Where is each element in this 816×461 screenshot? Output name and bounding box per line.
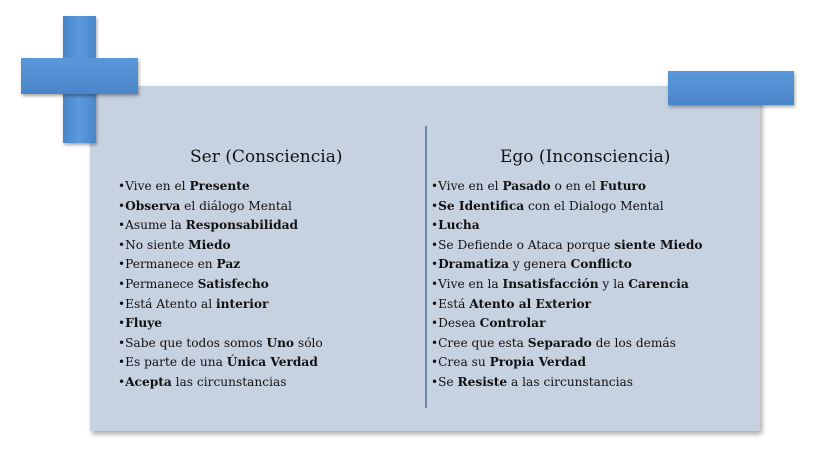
item-text: Se Defiende o Ataca porque [438, 237, 615, 252]
list-item [431, 295, 751, 315]
item-text: Vive en el [438, 179, 503, 193]
emphasis-text: Atento al Exterior [469, 296, 592, 311]
emphasis-text: Lucha [438, 218, 480, 233]
minus-icon [668, 71, 794, 105]
item-text: Se [438, 374, 458, 389]
list-item [431, 255, 751, 275]
item-text: Crea su [438, 355, 490, 370]
list-item [431, 314, 751, 334]
ser-list [118, 177, 418, 393]
item-text: Vive en la [438, 276, 503, 291]
emphasis-text: Responsabilidad [185, 218, 299, 233]
list-item [431, 236, 751, 256]
item-text: Vive en el [125, 179, 190, 193]
item-text: con el Dialogo Mental [524, 198, 664, 213]
item-text: y genera [508, 257, 571, 272]
item-text: Es parte de una [125, 355, 227, 370]
emphasis-text: Miedo [188, 237, 231, 252]
emphasis-text: Carencia [628, 276, 689, 291]
ser-title: Ser (Consciencia) [190, 147, 343, 167]
ego-title: Ego (Inconsciencia) [500, 147, 671, 167]
list-item [118, 197, 418, 217]
emphasis-text: Insatisfacción [502, 276, 599, 291]
list-item [118, 373, 418, 393]
item-text: Desea [438, 316, 480, 331]
list-item [118, 314, 418, 334]
list-item [118, 236, 418, 256]
emphasis-text: Pasado [502, 179, 551, 193]
ego-list [431, 177, 751, 393]
ser-column [118, 146, 418, 393]
list-item [431, 197, 751, 217]
emphasis-text: siente Miedo [614, 237, 703, 252]
emphasis-text: Futuro [599, 179, 646, 193]
item-text: Está Atento al [125, 296, 216, 311]
emphasis-text: Resiste [457, 374, 508, 389]
column-divider [425, 126, 427, 408]
emphasis-text: interior [215, 296, 269, 311]
item-text: sólo [294, 335, 323, 350]
item-text: Está [438, 296, 470, 311]
emphasis-text: Observa [125, 198, 181, 213]
ego-column [431, 146, 751, 393]
item-text: de los demás [591, 335, 676, 350]
list-item [431, 275, 751, 295]
list-item [431, 353, 751, 373]
list-item [431, 334, 751, 354]
emphasis-text: Dramatiza [438, 257, 509, 272]
emphasis-text: Separado [527, 335, 592, 350]
list-item [431, 373, 751, 393]
item-text: o en el [550, 179, 600, 193]
emphasis-text: Conflicto [570, 257, 632, 272]
list-item [118, 216, 418, 236]
item-text: No siente [125, 237, 189, 252]
list-item [118, 275, 418, 295]
list-item [431, 216, 751, 236]
list-item [431, 177, 751, 197]
emphasis-text: Propia Verdad [489, 355, 587, 370]
list-item [118, 177, 418, 197]
list-item [118, 353, 418, 373]
emphasis-text: Fluye [125, 316, 163, 331]
item-text: Permanece [125, 276, 198, 291]
item-text: y la [598, 276, 629, 291]
plus-icon-bar [21, 58, 138, 94]
emphasis-text: Única Verdad [226, 355, 318, 370]
list-item [118, 255, 418, 275]
item-text: Permanece en [125, 257, 217, 272]
item-text: Sabe que todos somos [125, 335, 267, 350]
emphasis-text: Paz [216, 257, 241, 272]
list-item [118, 295, 418, 315]
emphasis-text: Uno [266, 335, 295, 350]
emphasis-text: Satisfecho [197, 276, 269, 291]
emphasis-text: Controlar [479, 316, 546, 331]
emphasis-text: Se Identifica [438, 198, 525, 213]
item-text: a las circunstancias [507, 374, 634, 389]
item-text: Cree que esta [438, 335, 528, 350]
emphasis-text: Presente [189, 179, 250, 193]
item-text: Asume la [125, 218, 186, 233]
list-item [118, 334, 418, 354]
item-text: las circunstancias [171, 374, 287, 389]
emphasis-text: Acepta [125, 374, 172, 389]
item-text: el diálogo Mental [180, 198, 292, 213]
